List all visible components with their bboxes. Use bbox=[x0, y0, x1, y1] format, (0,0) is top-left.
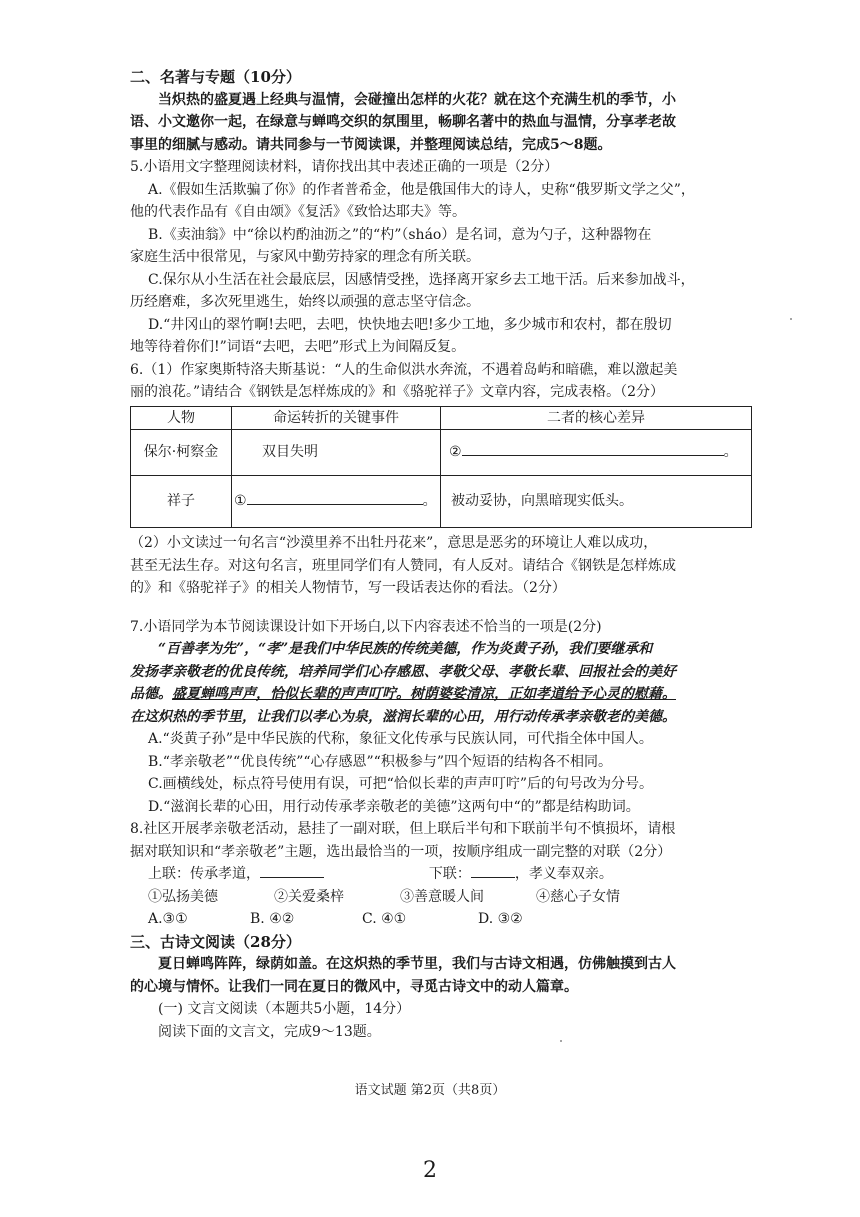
lower-couplet-blank[interactable] bbox=[471, 863, 515, 878]
q8-choice-b: B. ④② bbox=[250, 911, 295, 927]
table-cell-event[interactable]: ① 。 bbox=[232, 476, 441, 528]
table-header-event: 命运转折的关键事件 bbox=[232, 406, 441, 430]
q8-stem-1: 8.社区开展孝亲敬老活动，悬挂了一副对联，但上联后半句和下联前半句不慎损坏，请根 bbox=[130, 821, 676, 837]
table-cell-person: 保尔·柯察金 bbox=[131, 430, 232, 476]
q5-option-b-1: B.《卖油翁》中“徐以杓酌油沥之”的“杓”（sháo）是名词，意为勺子，这种器物在 bbox=[148, 226, 652, 243]
q7-option-a: A.“炎黄子孙”是中华民族的代称，象征文化传承与民族认同，可代指全体中国人。 bbox=[148, 731, 653, 747]
q7-passage-line-4: 在这炽热的季节里，让我们以孝心为泉，滋润长辈的心田，用行动传承孝亲敬老的美德。 bbox=[130, 708, 676, 725]
table-header-person: 人物 bbox=[131, 406, 232, 430]
q8-option-2: ②关爱桑梓 bbox=[274, 888, 344, 905]
q6-part2-line-3: 的》和《骆驼祥子》的相关人物情节，写一段话表达你的看法。（2分） bbox=[130, 580, 566, 596]
section2-intro-line-2: 语、小文邀你一起，在绿意与蝉鸣交织的氛围里，畅聊名著中的热血与温情，分享孝老故 bbox=[130, 114, 676, 130]
table-row bbox=[131, 430, 752, 476]
table-row bbox=[131, 476, 752, 528]
q8-option-1: ①弘扬美德 bbox=[148, 888, 218, 905]
q8-choice-a: A.③① bbox=[148, 911, 188, 927]
q8-choices bbox=[130, 908, 760, 931]
q5-option-d-2: 地等待着你们!”词语“去吧，去吧”形式上为间隔反复。 bbox=[130, 339, 466, 355]
blank-marker-1: ① bbox=[234, 493, 247, 510]
section3-instruction: 阅读下面的文言文，完成9～13题。 bbox=[158, 1023, 381, 1040]
section3-subtitle: (一) 文言文阅读（本题共5小题，14分） bbox=[158, 1001, 411, 1017]
q8-option-4: ④慈心子女情 bbox=[536, 888, 620, 905]
scan-speck bbox=[790, 318, 792, 320]
q7-passage-line-3-a: 品德。 bbox=[130, 686, 172, 702]
answer-blank-2[interactable] bbox=[462, 441, 724, 456]
blank-marker-2: ② bbox=[449, 444, 462, 461]
q7-passage-line-3 bbox=[130, 683, 760, 706]
q5-stem: 5.小语用文字整理阅读材料，请你找出其中表述正确的一项是（2分） bbox=[130, 159, 559, 175]
answer-blank-1[interactable] bbox=[247, 490, 423, 505]
section3-intro-line-2: 的心境与情怀。让我们一同在夏日的微风中，寻觅古诗文中的动人篇章。 bbox=[130, 978, 578, 995]
q6-stem-2: 丽的浪花。”请结合《钢铁是怎样炼成的》和《骆驼祥子》文章内容，完成表格。（2分） bbox=[130, 384, 665, 400]
q7-option-d: D.“滋润长辈的心田，用行动传承孝亲敬老的美德”这两句中“的”都是结构助词。 bbox=[148, 798, 640, 815]
section2-title: 二、名著与专题（10分） bbox=[130, 68, 301, 86]
underlined-sentence: 盛夏蝉鸣声声，恰似长辈的声声叮咛。树荫婆娑清凉，正如孝道给予心灵的慰藉。 bbox=[172, 686, 676, 702]
upper-couplet-blank[interactable] bbox=[260, 863, 324, 878]
q5-option-c-2: 历经磨难，多次死里逃生，始终以顽强的意志坚守信念。 bbox=[130, 294, 480, 310]
q5-option-d-1: D.“井冈山的翠竹啊!去吧，去吧，快快地去吧!多少工地，多少城市和农村，都在殷切 bbox=[148, 316, 672, 333]
q7-passage-line-2: 发扬孝亲敬老的优良传统，培养同学们心存感恩、孝敬父母、孝敬长辈、回报社会的美好 bbox=[130, 663, 676, 680]
section2-intro-line-3: 事里的细腻与感动。请共同参与一节阅读课，并整理阅读总结，完成5～8题。 bbox=[130, 136, 612, 153]
page-footer: 语文试题 第2页（共8页） bbox=[354, 1083, 506, 1098]
answer-space bbox=[130, 600, 760, 616]
upper-couplet-label: 上联：传承孝道， bbox=[148, 866, 260, 882]
q8-option-3: ③善意暖人间 bbox=[400, 888, 484, 905]
q7-option-c: C.画横线处，标点符号使用有误，可把“恰似长辈的声声叮咛”后的句号改为分号。 bbox=[148, 776, 653, 792]
q5-option-a-1: A.《假如生活欺骗了你》的作者普希金，他是俄国伟大的诗人，史称“俄罗斯文学之父”， bbox=[148, 181, 695, 198]
q8-choice-c: C. ④① bbox=[362, 911, 407, 927]
page-number: 2 bbox=[423, 1158, 437, 1183]
q7-passage-line-1: “百善孝为先”，“孝”是我们中华民族的传统美德，作为炎黄子孙，我们要继承和 bbox=[158, 641, 653, 657]
q8-choice-d: D. ③② bbox=[478, 911, 523, 927]
q8-options bbox=[130, 886, 760, 909]
q6-table bbox=[130, 406, 752, 529]
q7-stem: 7.小语同学为本节阅读课设计如下开场白,以下内容表述不恰当的一项是(2分) bbox=[130, 618, 602, 635]
q6-part2-line-1: （2）小文读过一句名言“沙漠里养不出牡丹花来”，意思是恶劣的环境让人难以成功， bbox=[130, 535, 658, 551]
lower-couplet-tail: ，孝义奉双亲。 bbox=[514, 866, 613, 882]
q6-stem-1: 6.（1）作家奥斯特洛夫斯基说：“人的生命似洪水奔流，不遇着岛屿和暗礁，难以激起美 bbox=[130, 361, 678, 378]
scan-speck bbox=[560, 1040, 562, 1042]
q8-couplet bbox=[130, 863, 760, 886]
q6-part2-line-2: 甚至无法生存。对这句名言，班里同学们有人赞同，有人反对。请结合《钢铁是怎样炼成 bbox=[130, 557, 676, 574]
q7-option-b: B.“孝亲敬老”“优良传统”“心存感恩”“积极参与”四个短语的结构各不相同。 bbox=[148, 753, 612, 770]
table-cell-person: 祥子 bbox=[131, 476, 232, 528]
q5-option-a-2: 他的代表作品有《自由颂》《复活》《致恰达耶夫》等。 bbox=[130, 204, 466, 220]
table-cell-event: 双目失明 bbox=[232, 430, 441, 476]
q5-option-b-2: 家庭生活中很常见，与家风中勤劳持家的理念有所关联。 bbox=[130, 249, 480, 265]
section3-intro-line-1: 夏日蝉鸣阵阵，绿荫如盖。在这炽热的季节里，我们与古诗文相遇，仿佛触摸到古人 bbox=[158, 956, 676, 972]
table-cell-diff: 被动妥协，向黑暗现实低头。 bbox=[441, 476, 752, 528]
table-header-diff: 二者的核心差异 bbox=[441, 406, 752, 430]
page-content bbox=[130, 66, 760, 1043]
table-cell-diff[interactable]: ② 。 bbox=[441, 430, 752, 476]
q8-stem-2: 据对联知识和“孝亲敬老”主题，选出最恰当的一项，按顺序组成一副完整的对联（2分） bbox=[130, 843, 672, 860]
section2-intro-line-1: 当炽热的盛夏遇上经典与温情，会碰撞出怎样的火花？就在这个充满生机的季节，小 bbox=[158, 91, 676, 108]
q5-option-c-1: C.保尔从小生活在社会最底层，因感情受挫，选择离开家乡去工地干活。后来参加战斗， bbox=[148, 271, 695, 288]
section3-title: 三、古诗文阅读（28分） bbox=[130, 932, 301, 951]
lower-couplet-label: 下联： bbox=[428, 866, 471, 882]
